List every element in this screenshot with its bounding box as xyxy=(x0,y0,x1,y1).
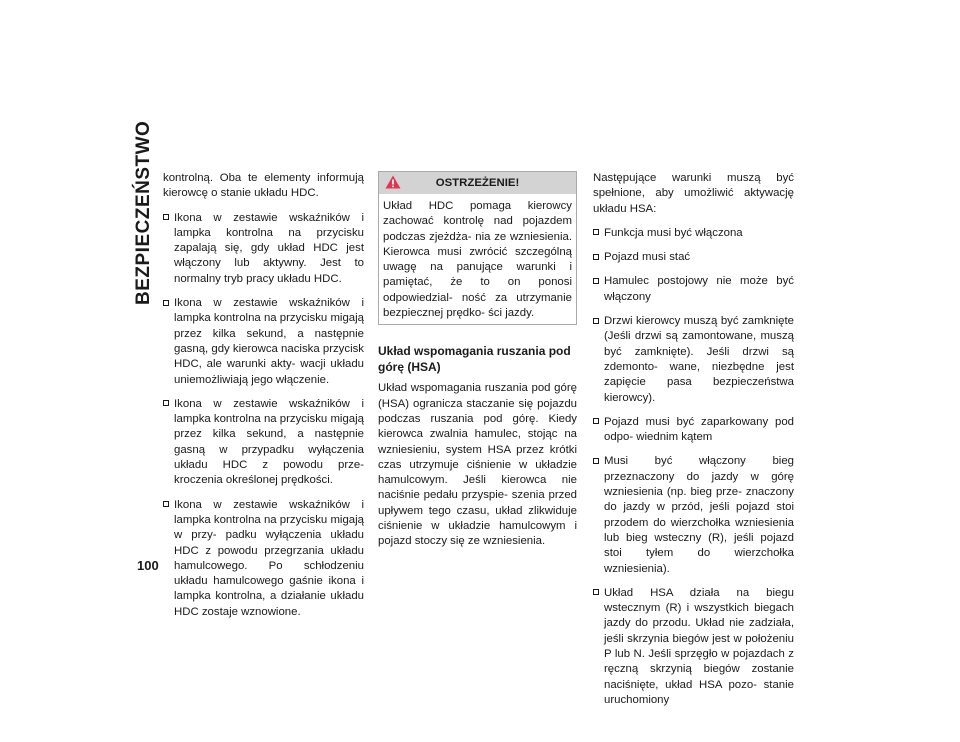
column-right xyxy=(593,171,794,717)
list-item xyxy=(163,211,364,287)
column-middle xyxy=(378,171,577,559)
checkbox-bullet-icon xyxy=(163,300,169,306)
list-item-text: Ikona w zestawie wskaźników i lampka kontrolna na przycisku migają przez kilka sekund, a następnie gasną w przypadku wyłączenia układu HDC z powodu prze- kroczenia określonej prędkości. xyxy=(174,397,364,487)
paragraph-intro: Następujące warunki muszą być spełnione, aby umożliwić aktywację układu HSA: xyxy=(593,172,794,215)
warning-header xyxy=(379,172,576,194)
list-item xyxy=(593,415,794,446)
warning-box xyxy=(378,171,577,325)
list-item xyxy=(593,274,794,305)
list-item xyxy=(593,454,794,576)
warning-text: Układ HDC pomaga kierowcy zachować kontrolę nad pojazdem podczas zjeżdża- nia ze wzniesienia. Kierowca musi zwrócić szczególną uwagę na panujące warunki i pamiętać, że to on ponosi odpowiedzial- ność za utrzymanie bezpiecznej prędko- ści jazdy. xyxy=(383,200,572,320)
checkbox-bullet-icon xyxy=(163,501,169,507)
section-title: BEZPIECZEŃSTWO xyxy=(133,120,154,305)
list-item xyxy=(593,226,794,241)
checkbox-bullet-icon xyxy=(163,400,169,406)
paragraph-body: Układ wspomagania ruszania pod górę (HSA) ogranicza staczanie się pojazdu podczas ruszania pod górę. Kiedy kierowca zwalnia hamulec, stojąc na wzniesieniu, system HSA przez krótki czas utrzymuje ciśnienie w układzie hamulcowym. Jeśli kierowca nie naciśnie pedału przyspie- szenia przed upływem tego czasu, układ zlikwiduje ciśnienie w układzie hamulcowym i pojazd stoczy się ze wzniesienia. xyxy=(378,382,577,548)
checkbox-bullet-icon xyxy=(593,278,599,284)
list-item-text: Ikona w zestawie wskaźników i lampka kontrolna na przycisku zapalają się, gdy układ HDC jest włączony lub aktywny. Jest to normalny tryb pracy układu HDC. xyxy=(174,211,364,285)
checkbox-bullet-icon xyxy=(593,254,599,260)
paragraph-intro: kontrolną. Oba te elementy informują kierowcę o stanie układu HDC. xyxy=(163,172,364,200)
list-item-text: Ikona w zestawie wskaźników i lampka kontrolna na przycisku migają w przy- padku wyłączenia układu HDC z powodu przegrzania układu hamulcowego. Po schłodzeniu układu hamulcowego gaśnie ikona i lampka kontrolna, a działanie układu HDC zostaje wznowione. xyxy=(174,498,364,618)
checkbox-bullet-icon xyxy=(593,318,599,324)
list-item-text: Pojazd musi stać xyxy=(604,251,691,264)
list-item-text: Pojazd musi być zaparkowany pod odpo- wiednim kątem xyxy=(604,415,794,444)
list-item xyxy=(593,314,794,406)
checkbox-bullet-icon xyxy=(593,458,599,464)
list-item-text: Musi być włączony bieg przeznaczony do jazdy w górę wzniesienia (np. bieg prze- znaczony do jazdy w przód, jeśli pojazd stoi przodem do wierzchołka wzniesienia lub bieg wsteczny (R), jeśli pojazd stoi tyłem do wierzchołka wzniesienia). xyxy=(604,455,794,575)
list-item-text: Ikona w zestawie wskaźników i lampka kontrolna na przycisku migają przez kilka sekund, a następnie gasną, gdy kierowca naciska przycisk HDC, ale warunki akty- wacji układu uniemożliwiają jego włączenie. xyxy=(174,297,364,386)
checkbox-bullet-icon xyxy=(593,418,599,424)
list-item xyxy=(593,250,794,265)
list-item-text: Układ HSA działa na biegu wstecznym (R) i wszystkich biegach jazdy do przodu. Układ nie zadziała, jeśli skrzynia biegów jest w położeniu P lub N. Jeśli sprzęgło w pojazdach z ręczną skrzynią biegów zostanie naciśnięte, układ HSA pozo- stanie uruchomiony xyxy=(604,586,794,706)
list-item xyxy=(163,397,364,489)
section-heading: Układ wspomagania ruszania pod górę (HSA) xyxy=(378,344,571,375)
bullet-list xyxy=(163,211,364,620)
page-number: 100 xyxy=(137,558,159,573)
list-item xyxy=(163,498,364,620)
warning-body xyxy=(379,194,576,324)
checkbox-bullet-icon xyxy=(593,229,599,235)
list-item-text: Hamulec postojowy nie może być włączony xyxy=(604,275,794,303)
checkbox-bullet-icon xyxy=(163,214,169,220)
checkbox-bullet-icon xyxy=(593,589,599,595)
list-item-text: Drzwi kierowcy muszą być zamknięte (Jeśli drzwi są zamontowane, muszą być zamknięte). Jeśli drzwi są zdemonto- wane, niezbędne jest zapięcie pasa bezpieczeństwa kierowcy). xyxy=(604,315,794,404)
column-left xyxy=(163,171,364,629)
warning-triangle-icon xyxy=(385,175,401,189)
warning-title: OSTRZEŻENIE! xyxy=(435,177,520,189)
list-item-text: Funkcja musi być włączona xyxy=(604,226,743,239)
list-item xyxy=(163,296,364,388)
list-item xyxy=(593,586,794,708)
bullet-list xyxy=(593,226,794,708)
